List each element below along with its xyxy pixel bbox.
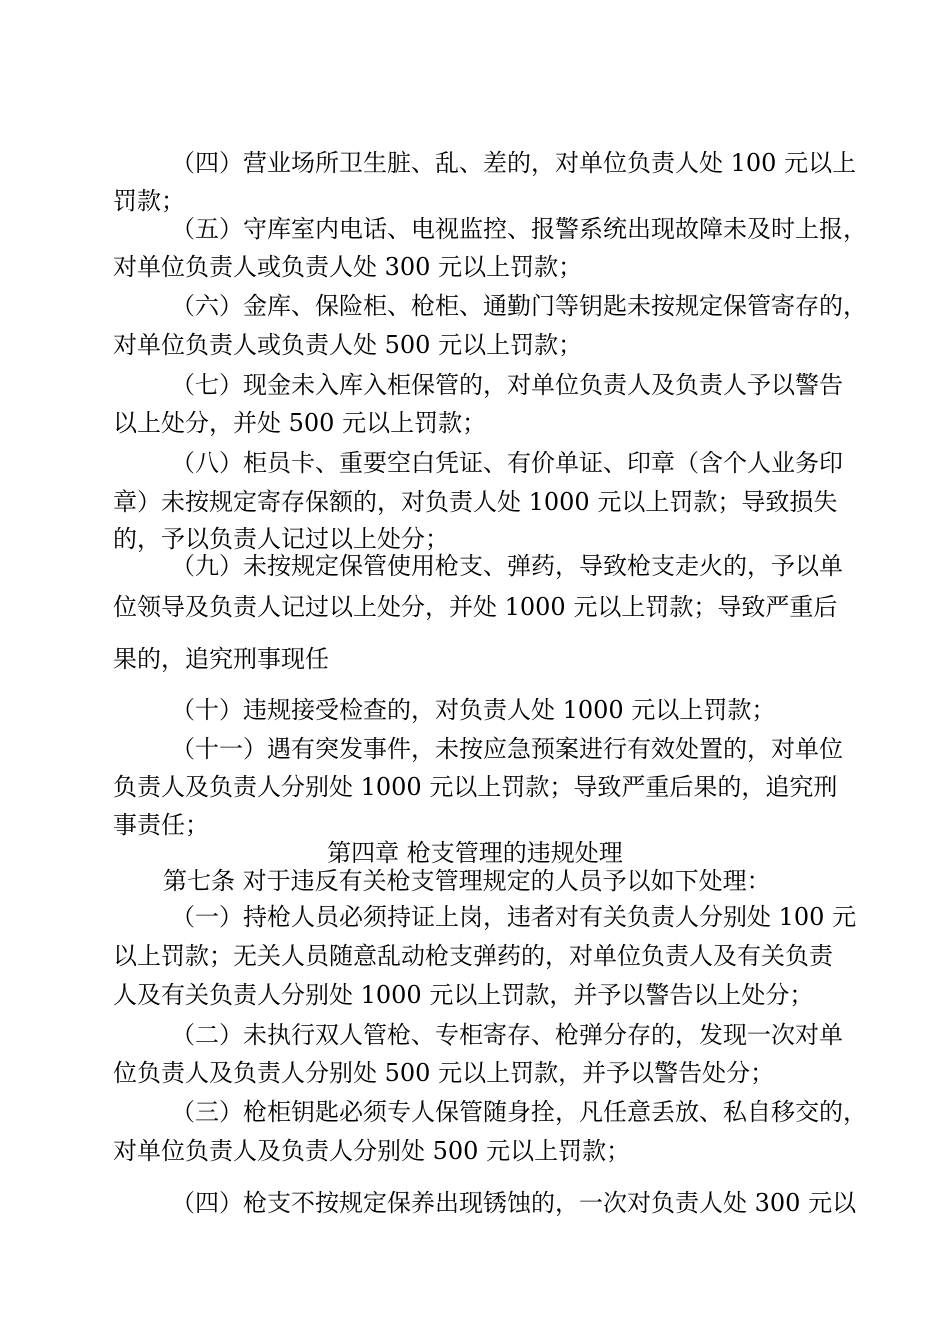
paragraph-8-line-3: 的，予以负责人记过以上处分；	[113, 525, 449, 553]
gun-item-4-line-1: （四）枪支不按规定保养出现锈蚀的，一次对负责人处 300 元以	[171, 1189, 857, 1217]
paragraph-11-line-1: （十一）遇有突发事件，未按应急预案进行有效处置的，对单位	[171, 735, 843, 763]
gun-item-1-line-1: （一）持枪人员必须持证上岗，违者对有关负责人分别处 100 元	[171, 903, 857, 931]
gun-item-3-line-1: （三）枪柜钥匙必须专人保管随身拴，凡任意丢放、私自移交的，	[171, 1098, 867, 1126]
gun-item-2-line-2: 位负责人及负责人分别处 500 元以上罚款，并予以警告处分；	[113, 1059, 775, 1087]
paragraph-8-line-1: （八）柜员卡、重要空白凭证、有价单证、印章（含个人业务印	[171, 449, 843, 477]
article-7-heading: 第七条 对于违反有关枪支管理规定的人员予以如下处理：	[163, 867, 771, 895]
paragraph-9-line-3: 果的，追究刑事现任	[113, 645, 329, 673]
gun-item-1-line-2: 以上罚款；无关人员随意乱动枪支弹药的，对单位负责人及有关负责	[113, 942, 833, 970]
paragraph-6-line-1: （六）金库、保险柜、枪柜、通勤门等钥匙未按规定保管寄存的，	[171, 292, 867, 320]
paragraph-7-line-2: 以上处分，并处 500 元以上罚款；	[113, 409, 487, 437]
paragraph-9-line-2: 位领导及负责人记过以上处分，并处 1000 元以上罚款；导致严重后	[113, 593, 838, 621]
paragraph-11-line-3: 事责任；	[113, 811, 209, 839]
paragraph-11-line-2: 负责人及负责人分别处 1000 元以上罚款；导致严重后果的，追究刑	[113, 773, 838, 801]
chapter-title: 第四章 枪支管理的违规处理	[327, 839, 623, 867]
paragraph-6-line-2: 对单位负责人或负责人处 500 元以上罚款；	[113, 331, 583, 359]
paragraph-5-line-2: 对单位负责人或负责人处 300 元以上罚款；	[113, 253, 583, 281]
gun-item-1-line-3: 人及有关负责人分别处 1000 元以上罚款，并予以警告以上处分；	[113, 981, 814, 1009]
paragraph-9-line-1: （九）未按规定保管使用枪支、弹药，导致枪支走火的，予以单	[171, 552, 843, 580]
paragraph-4-line-2: 罚款；	[113, 187, 185, 215]
paragraph-5-line-1: （五）守库室内电话、电视监控、报警系统出现故障未及时上报，	[171, 215, 867, 243]
gun-item-2-line-1: （二）未执行双人管枪、专柜寄存、枪弹分存的，发现一次对单	[171, 1021, 843, 1049]
paragraph-7-line-1: （七）现金未入库入柜保管的，对单位负责人及负责人予以警告	[171, 371, 843, 399]
paragraph-10-line-1: （十）违规接受检查的，对负责人处 1000 元以上罚款；	[171, 696, 776, 724]
paragraph-4-line-1: （四）营业场所卫生脏、乱、差的，对单位负责人处 100 元以上	[171, 149, 857, 177]
gun-item-3-line-2: 对单位负责人及负责人分别处 500 元以上罚款；	[113, 1137, 631, 1165]
paragraph-8-line-2: 章）未按规定寄存保额的，对负责人处 1000 元以上罚款；导致损失	[113, 488, 838, 516]
